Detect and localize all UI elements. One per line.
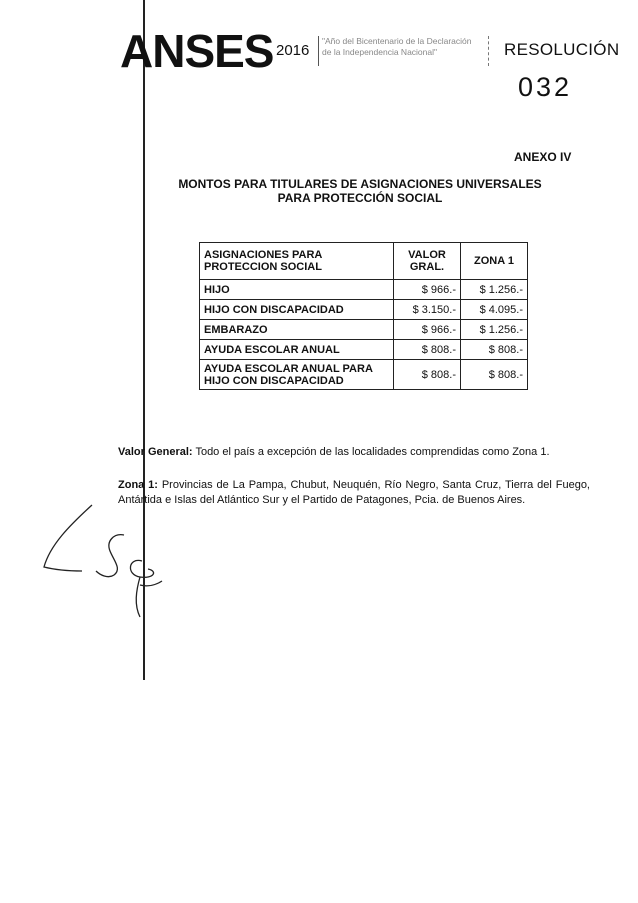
header-general-value: VALOR GRAL. xyxy=(394,243,461,280)
zone-1-text: Provincias de La Pampa, Chubut, Neuquén, Río Negro, Santa Cruz, Tierra del Fuego, Antártida e Islas del Atlántico Sur y el Partido de Patagones, Pcia. de Buenos Aires. xyxy=(118,479,590,506)
zone-1-cell: $ 4.095.- xyxy=(461,300,528,320)
general-value-cell: $ 3.150.- xyxy=(394,300,461,320)
motto-line-1: "Año del Bicentenario de la Declaración xyxy=(322,36,472,46)
row-label: HIJO CON DISCAPACIDAD xyxy=(200,300,394,320)
table-row xyxy=(200,300,528,320)
header-allowance: ASIGNACIONES PARA PROTECCION SOCIAL xyxy=(200,243,394,280)
amounts-table xyxy=(199,242,528,390)
row-label: AYUDA ESCOLAR ANUAL xyxy=(200,340,394,360)
annex-label: ANEXO IV xyxy=(514,150,572,164)
resolution-number: 032 xyxy=(518,72,573,102)
document-title xyxy=(140,177,580,205)
zone-1-note xyxy=(118,478,590,508)
row-label: EMBARAZO xyxy=(200,320,394,340)
header-motto xyxy=(318,36,489,66)
handwritten-signature xyxy=(30,495,180,625)
zone-1-cell: $ 1.256.- xyxy=(461,280,528,300)
general-value-cell: $ 966.- xyxy=(394,320,461,340)
motto-line-2: de la Independencia Nacional" xyxy=(322,47,438,57)
row-label: HIJO xyxy=(200,280,394,300)
title-line-1: MONTOS PARA TITULARES DE ASIGNACIONES UNIVERSALES xyxy=(178,177,542,191)
zone-1-cell: $ 808.- xyxy=(461,340,528,360)
table-row xyxy=(200,360,528,390)
general-value-cell: $ 808.- xyxy=(394,340,461,360)
general-value-label: Valor General: xyxy=(118,446,193,458)
table-row xyxy=(200,280,528,300)
header-zone-1: ZONA 1 xyxy=(461,243,528,280)
anses-logo: ANSES xyxy=(120,25,274,77)
zone-1-label: Zona 1: xyxy=(118,479,158,491)
general-value-text: Todo el país a excepción de las localidades comprendidas como Zona 1. xyxy=(192,446,550,458)
zone-1-cell: $ 1.256.- xyxy=(461,320,528,340)
general-value-cell: $ 966.- xyxy=(394,280,461,300)
zone-1-cell: $ 808.- xyxy=(461,360,528,390)
general-value-note xyxy=(118,445,590,460)
row-label: AYUDA ESCOLAR ANUAL PARA HIJO CON DISCAPACIDAD xyxy=(200,360,394,390)
table-row xyxy=(200,340,528,360)
resolution-label: RESOLUCIÓN xyxy=(504,40,620,59)
table-header-row xyxy=(200,243,528,280)
general-value-cell: $ 808.- xyxy=(394,360,461,390)
table-row xyxy=(200,320,528,340)
title-line-2: PARA PROTECCIÓN SOCIAL xyxy=(277,191,443,205)
header-year: 2016 xyxy=(276,42,310,59)
